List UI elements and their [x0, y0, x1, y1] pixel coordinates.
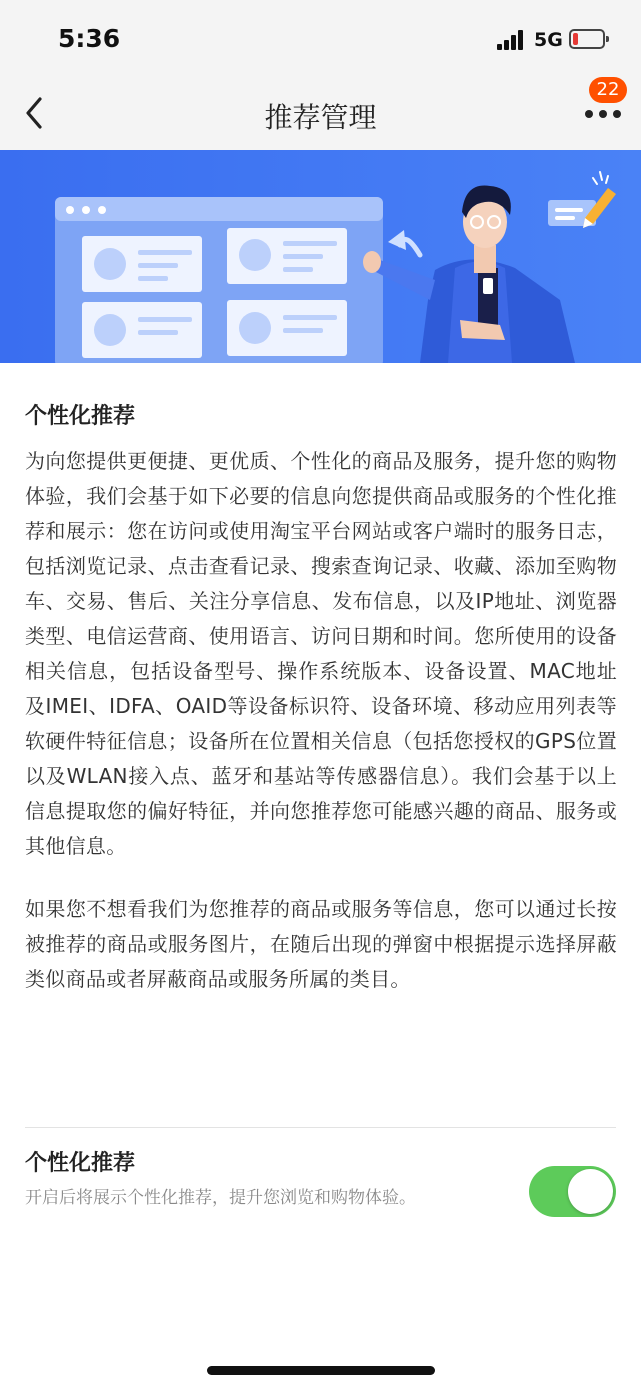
setting-description: 开启后将展示个性化推荐，提升您浏览和购物体验。 — [25, 1188, 416, 1208]
divider — [25, 1127, 616, 1128]
status-bar — [0, 0, 641, 80]
info-paragraph: 如果您不想看我们为您推荐的商品或服务等信息，您可以通过长按被推荐的商品或服务图片，在随后出现的弹窗中根据提示选择屏蔽类似商品或者屏蔽商品或服务所属的类目。 — [25, 897, 617, 991]
setting-title: 个性化推荐 — [25, 1151, 136, 1176]
battery-icon — [569, 29, 607, 49]
signal-icon — [497, 30, 525, 50]
section-title: 个性化推荐 — [25, 404, 136, 429]
more-options-icon[interactable] — [585, 110, 621, 122]
page-title: 推荐管理 — [264, 101, 377, 134]
banner-illustration — [0, 150, 641, 363]
nav-bar — [0, 80, 641, 150]
status-time: 5:36 — [58, 24, 121, 53]
info-paragraph: 为向您提供更便捷、更优质、个性化的商品及服务，提升您的购物体验，我们会基于如下必要的信息向您提供商品或服务的个性化推荐和展示：您在访问或使用淘宝平台网站或客户端时的服务日志，包括浏览记录、点击查看记录、搜索查询记录、收藏、添加至购物车、交易、售后、关注分享信息、发布信息，以及IP地址、浏览器类型、电信运营商、使用语言、访问日期和时间。您所使用的设备相关信息，包括设备型号、操作系统版本、设备设置、MAC地址及IMEI、IDFA、OAID等设备标识符、设备环境、移动应用列表等软硬件特征信息；设备所在位置相关信息（包括您授权的GPS位置以及WLAN接入点、蓝牙和基站等传感器信息）。我们会基于以上信息提取您的偏好特征，并向您推荐您可能感兴趣的商品、服务或其他信息。 — [25, 449, 617, 858]
network-type: 5G — [534, 29, 563, 51]
recommendation-info — [25, 363, 617, 997]
message-count-badge: 22 — [589, 77, 627, 103]
recommendation-illustration — [0, 150, 641, 363]
toggle-knob — [568, 1169, 613, 1214]
personalized-recommendation-toggle[interactable] — [529, 1166, 616, 1217]
home-indicator[interactable] — [207, 1366, 435, 1375]
